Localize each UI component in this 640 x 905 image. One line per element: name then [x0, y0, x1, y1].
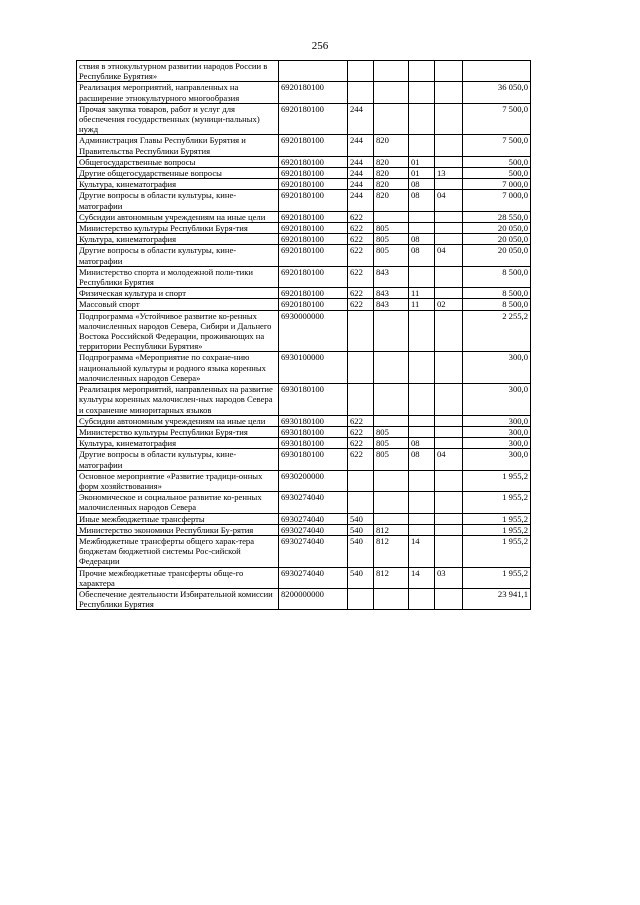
- administrator-code-cell: [374, 384, 409, 416]
- amount-cell: [463, 61, 531, 82]
- table-row: [77, 61, 531, 82]
- subsection-code-cell: 13: [435, 168, 463, 179]
- amount-cell: 20 050,0: [463, 223, 531, 234]
- section-code-cell: 11: [409, 299, 435, 310]
- subsection-code-cell: [435, 535, 463, 567]
- administrator-code-cell: 820: [374, 190, 409, 211]
- target-article-code-cell: 6920180100: [279, 82, 348, 103]
- expense-type-code-cell: 540: [348, 567, 374, 588]
- subsection-code-cell: 04: [435, 449, 463, 470]
- amount-cell: 500,0: [463, 168, 531, 179]
- subsection-code-cell: 04: [435, 245, 463, 266]
- target-article-code-cell: 6920180100: [279, 245, 348, 266]
- section-code-cell: 08: [409, 190, 435, 211]
- target-article-code-cell: 6920180100: [279, 135, 348, 156]
- administrator-code-cell: 812: [374, 567, 409, 588]
- subsection-code-cell: [435, 266, 463, 287]
- amount-cell: 23 941,1: [463, 588, 531, 609]
- administrator-code-cell: [374, 211, 409, 222]
- row-name-cell: Субсидии автономным учреждениям на иные цели: [77, 211, 279, 222]
- target-article-code-cell: 6920180100: [279, 299, 348, 310]
- table-row: [77, 82, 531, 103]
- amount-cell: 300,0: [463, 426, 531, 437]
- administrator-code-cell: 812: [374, 535, 409, 567]
- amount-cell: 8 500,0: [463, 266, 531, 287]
- section-code-cell: 08: [409, 234, 435, 245]
- amount-cell: 1 955,2: [463, 535, 531, 567]
- row-name-cell: Министерство культуры Республики Буря-тия: [77, 223, 279, 234]
- target-article-code-cell: 6920180100: [279, 156, 348, 167]
- subsection-code-cell: [435, 352, 463, 384]
- administrator-code-cell: 805: [374, 438, 409, 449]
- amount-cell: 1 955,2: [463, 567, 531, 588]
- section-code-cell: [409, 211, 435, 222]
- row-name-cell: Подпрограмма «Устойчивое развитие ко-ренных малочисленных народов Севера, Сибири и Дальнего Востока Российской Федерации, проживающих на территории Республики Бурятия»: [77, 310, 279, 352]
- section-code-cell: [409, 82, 435, 103]
- row-name-cell: Другие вопросы в области культуры, кине-матографии: [77, 449, 279, 470]
- subsection-code-cell: [435, 415, 463, 426]
- subsection-code-cell: [435, 156, 463, 167]
- section-code-cell: 01: [409, 168, 435, 179]
- section-code-cell: [409, 352, 435, 384]
- section-code-cell: 08: [409, 245, 435, 266]
- administrator-code-cell: 812: [374, 524, 409, 535]
- administrator-code-cell: 805: [374, 245, 409, 266]
- amount-cell: 20 050,0: [463, 234, 531, 245]
- section-code-cell: [409, 266, 435, 287]
- administrator-code-cell: [374, 415, 409, 426]
- expense-type-code-cell: 540: [348, 535, 374, 567]
- row-name-cell: Подпрограмма «Мероприятие по сохране-нию национальной культуры и родного языка коренных малочисленных народов Севера»: [77, 352, 279, 384]
- administrator-code-cell: [374, 352, 409, 384]
- subsection-code-cell: [435, 234, 463, 245]
- administrator-code-cell: 820: [374, 156, 409, 167]
- section-code-cell: [409, 384, 435, 416]
- administrator-code-cell: 805: [374, 223, 409, 234]
- table-row: [77, 449, 531, 470]
- table-row: [77, 352, 531, 384]
- table-row: [77, 179, 531, 190]
- budget-table: [76, 60, 531, 610]
- table-row: [77, 135, 531, 156]
- expense-type-code-cell: 244: [348, 103, 374, 135]
- table-row: [77, 524, 531, 535]
- target-article-code-cell: 6920180100: [279, 190, 348, 211]
- expense-type-code-cell: [348, 352, 374, 384]
- section-code-cell: [409, 415, 435, 426]
- row-name-cell: Основное мероприятие «Развитие традици-онных форм хозяйствования»: [77, 470, 279, 491]
- amount-cell: 1 955,2: [463, 492, 531, 513]
- expense-type-code-cell: 244: [348, 156, 374, 167]
- target-article-code-cell: 6920180100: [279, 103, 348, 135]
- expense-type-code-cell: [348, 310, 374, 352]
- target-article-code-cell: 6930274040: [279, 492, 348, 513]
- target-article-code-cell: 6930180100: [279, 384, 348, 416]
- row-name-cell: Реализация мероприятий, направленных на расширение этнокультурного многообразия: [77, 82, 279, 103]
- expense-type-code-cell: 244: [348, 135, 374, 156]
- target-article-code-cell: 6930000000: [279, 310, 348, 352]
- section-code-cell: [409, 61, 435, 82]
- amount-cell: 28 550,0: [463, 211, 531, 222]
- row-name-cell: Экономическое и социальное развитие ко-ренных малочисленных народов Севера: [77, 492, 279, 513]
- row-name-cell: Прочие межбюджетные трансферты обще-го характера: [77, 567, 279, 588]
- subsection-code-cell: [435, 588, 463, 609]
- row-name-cell: Министерство культуры Республики Буря-тия: [77, 426, 279, 437]
- target-article-code-cell: 6930180100: [279, 438, 348, 449]
- table-row: [77, 513, 531, 524]
- table-row: [77, 168, 531, 179]
- expense-type-code-cell: 622: [348, 223, 374, 234]
- amount-cell: 1 955,2: [463, 513, 531, 524]
- subsection-code-cell: [435, 223, 463, 234]
- row-name-cell: Субсидии автономным учреждениям на иные цели: [77, 415, 279, 426]
- row-name-cell: Общегосударственные вопросы: [77, 156, 279, 167]
- administrator-code-cell: 843: [374, 266, 409, 287]
- row-name-cell: Физическая культура и спорт: [77, 288, 279, 299]
- expense-type-code-cell: [348, 492, 374, 513]
- expense-type-code-cell: [348, 61, 374, 82]
- target-article-code-cell: 6930274040: [279, 535, 348, 567]
- administrator-code-cell: 805: [374, 234, 409, 245]
- subsection-code-cell: [435, 426, 463, 437]
- administrator-code-cell: [374, 61, 409, 82]
- expense-type-code-cell: [348, 588, 374, 609]
- table-row: [77, 299, 531, 310]
- target-article-code-cell: 6930180100: [279, 449, 348, 470]
- administrator-code-cell: [374, 103, 409, 135]
- target-article-code-cell: 6930180100: [279, 426, 348, 437]
- target-article-code-cell: 6920180100: [279, 223, 348, 234]
- target-article-code-cell: 6930274040: [279, 524, 348, 535]
- subsection-code-cell: 04: [435, 190, 463, 211]
- budget-table-body: [77, 61, 531, 610]
- section-code-cell: [409, 492, 435, 513]
- administrator-code-cell: [374, 492, 409, 513]
- table-row: [77, 492, 531, 513]
- administrator-code-cell: [374, 513, 409, 524]
- row-name-cell: Иные межбюджетные трансферты: [77, 513, 279, 524]
- target-article-code-cell: 6930274040: [279, 567, 348, 588]
- administrator-code-cell: [374, 470, 409, 491]
- subsection-code-cell: [435, 310, 463, 352]
- amount-cell: 1 955,2: [463, 524, 531, 535]
- section-code-cell: [409, 524, 435, 535]
- amount-cell: 7 000,0: [463, 179, 531, 190]
- section-code-cell: [409, 103, 435, 135]
- administrator-code-cell: [374, 310, 409, 352]
- row-name-cell: Культура, кинематография: [77, 234, 279, 245]
- expense-type-code-cell: 622: [348, 266, 374, 287]
- table-row: [77, 190, 531, 211]
- expense-type-code-cell: 622: [348, 299, 374, 310]
- table-row: [77, 103, 531, 135]
- subsection-code-cell: [435, 103, 463, 135]
- administrator-code-cell: 805: [374, 449, 409, 470]
- target-article-code-cell: 6930180100: [279, 415, 348, 426]
- table-row: [77, 535, 531, 567]
- expense-type-code-cell: 540: [348, 524, 374, 535]
- row-name-cell: ствия в этнокультурном развитии народов России в Республике Бурятия»: [77, 61, 279, 82]
- subsection-code-cell: [435, 61, 463, 82]
- section-code-cell: [409, 588, 435, 609]
- table-row: [77, 384, 531, 416]
- table-row: [77, 245, 531, 266]
- expense-type-code-cell: [348, 384, 374, 416]
- table-row: [77, 223, 531, 234]
- target-article-code-cell: 6930200000: [279, 470, 348, 491]
- amount-cell: 36 050,0: [463, 82, 531, 103]
- table-row: [77, 470, 531, 491]
- amount-cell: 8 500,0: [463, 299, 531, 310]
- row-name-cell: Другие общегосударственные вопросы: [77, 168, 279, 179]
- target-article-code-cell: 6930100000: [279, 352, 348, 384]
- target-article-code-cell: 6920180100: [279, 266, 348, 287]
- table-row: [77, 588, 531, 609]
- row-name-cell: Администрация Главы Республики Бурятия и Правительства Республики Бурятия: [77, 135, 279, 156]
- table-row: [77, 415, 531, 426]
- amount-cell: 7 500,0: [463, 135, 531, 156]
- subsection-code-cell: [435, 513, 463, 524]
- amount-cell: 1 955,2: [463, 470, 531, 491]
- section-code-cell: [409, 426, 435, 437]
- administrator-code-cell: [374, 588, 409, 609]
- table-row: [77, 426, 531, 437]
- section-code-cell: [409, 135, 435, 156]
- expense-type-code-cell: 244: [348, 168, 374, 179]
- target-article-code-cell: 6920180100: [279, 211, 348, 222]
- section-code-cell: [409, 470, 435, 491]
- section-code-cell: 08: [409, 438, 435, 449]
- expense-type-code-cell: 244: [348, 179, 374, 190]
- row-name-cell: Прочая закупка товаров, работ и услуг для обеспечения государственных (муници-пальных) нужд: [77, 103, 279, 135]
- expense-type-code-cell: 622: [348, 449, 374, 470]
- target-article-code-cell: 6920180100: [279, 288, 348, 299]
- expense-type-code-cell: [348, 82, 374, 103]
- subsection-code-cell: [435, 470, 463, 491]
- row-name-cell: Реализация мероприятий, направленных на развитие культуры коренных малочислен-ных народов Севера и сохранение миноритарных языков: [77, 384, 279, 416]
- row-name-cell: Культура, кинематография: [77, 438, 279, 449]
- amount-cell: 500,0: [463, 156, 531, 167]
- subsection-code-cell: [435, 288, 463, 299]
- table-row: [77, 266, 531, 287]
- amount-cell: 300,0: [463, 352, 531, 384]
- row-name-cell: Межбюджетные трансферты общего харак-тера бюджетам бюджетной системы Рос-сийской Федерации: [77, 535, 279, 567]
- expense-type-code-cell: 622: [348, 234, 374, 245]
- table-row: [77, 288, 531, 299]
- section-code-cell: 08: [409, 449, 435, 470]
- target-article-code-cell: 6920180100: [279, 168, 348, 179]
- subsection-code-cell: [435, 438, 463, 449]
- expense-type-code-cell: 622: [348, 288, 374, 299]
- table-row: [77, 567, 531, 588]
- section-code-cell: 08: [409, 179, 435, 190]
- administrator-code-cell: 820: [374, 179, 409, 190]
- row-name-cell: Другие вопросы в области культуры, кине-матографии: [77, 245, 279, 266]
- section-code-cell: 01: [409, 156, 435, 167]
- amount-cell: 300,0: [463, 438, 531, 449]
- amount-cell: 300,0: [463, 384, 531, 416]
- expense-type-code-cell: 622: [348, 415, 374, 426]
- expense-type-code-cell: 540: [348, 513, 374, 524]
- table-row: [77, 438, 531, 449]
- row-name-cell: Обеспечение деятельности Избирательной комиссии Республики Бурятия: [77, 588, 279, 609]
- row-name-cell: Министерство экономики Республики Бу-рятия: [77, 524, 279, 535]
- amount-cell: 8 500,0: [463, 288, 531, 299]
- expense-type-code-cell: 244: [348, 190, 374, 211]
- amount-cell: 7 500,0: [463, 103, 531, 135]
- subsection-code-cell: [435, 82, 463, 103]
- section-code-cell: 14: [409, 535, 435, 567]
- section-code-cell: 14: [409, 567, 435, 588]
- subsection-code-cell: [435, 492, 463, 513]
- amount-cell: 2 255,2: [463, 310, 531, 352]
- subsection-code-cell: [435, 135, 463, 156]
- subsection-code-cell: 02: [435, 299, 463, 310]
- administrator-code-cell: 843: [374, 288, 409, 299]
- row-name-cell: Другие вопросы в области культуры, кине-матографии: [77, 190, 279, 211]
- subsection-code-cell: [435, 179, 463, 190]
- row-name-cell: Министерство спорта и молодежной поли-тики Республики Бурятия: [77, 266, 279, 287]
- expense-type-code-cell: 622: [348, 245, 374, 266]
- subsection-code-cell: [435, 524, 463, 535]
- amount-cell: 300,0: [463, 449, 531, 470]
- table-row: [77, 156, 531, 167]
- page-number: 256: [311, 40, 329, 52]
- subsection-code-cell: 03: [435, 567, 463, 588]
- expense-type-code-cell: 622: [348, 438, 374, 449]
- subsection-code-cell: [435, 384, 463, 416]
- administrator-code-cell: 805: [374, 426, 409, 437]
- target-article-code-cell: [279, 61, 348, 82]
- target-article-code-cell: 8200000000: [279, 588, 348, 609]
- administrator-code-cell: 820: [374, 135, 409, 156]
- expense-type-code-cell: [348, 470, 374, 491]
- table-row: [77, 234, 531, 245]
- table-row: [77, 211, 531, 222]
- administrator-code-cell: [374, 82, 409, 103]
- row-name-cell: Культура, кинематография: [77, 179, 279, 190]
- expense-type-code-cell: 622: [348, 211, 374, 222]
- section-code-cell: [409, 513, 435, 524]
- section-code-cell: 11: [409, 288, 435, 299]
- administrator-code-cell: 820: [374, 168, 409, 179]
- amount-cell: 7 000,0: [463, 190, 531, 211]
- table-row: [77, 310, 531, 352]
- amount-cell: 300,0: [463, 415, 531, 426]
- section-code-cell: [409, 310, 435, 352]
- target-article-code-cell: 6920180100: [279, 234, 348, 245]
- section-code-cell: [409, 223, 435, 234]
- subsection-code-cell: [435, 211, 463, 222]
- expense-type-code-cell: 622: [348, 426, 374, 437]
- row-name-cell: Массовый спорт: [77, 299, 279, 310]
- administrator-code-cell: 843: [374, 299, 409, 310]
- target-article-code-cell: 6930274040: [279, 513, 348, 524]
- amount-cell: 20 050,0: [463, 245, 531, 266]
- target-article-code-cell: 6920180100: [279, 179, 348, 190]
